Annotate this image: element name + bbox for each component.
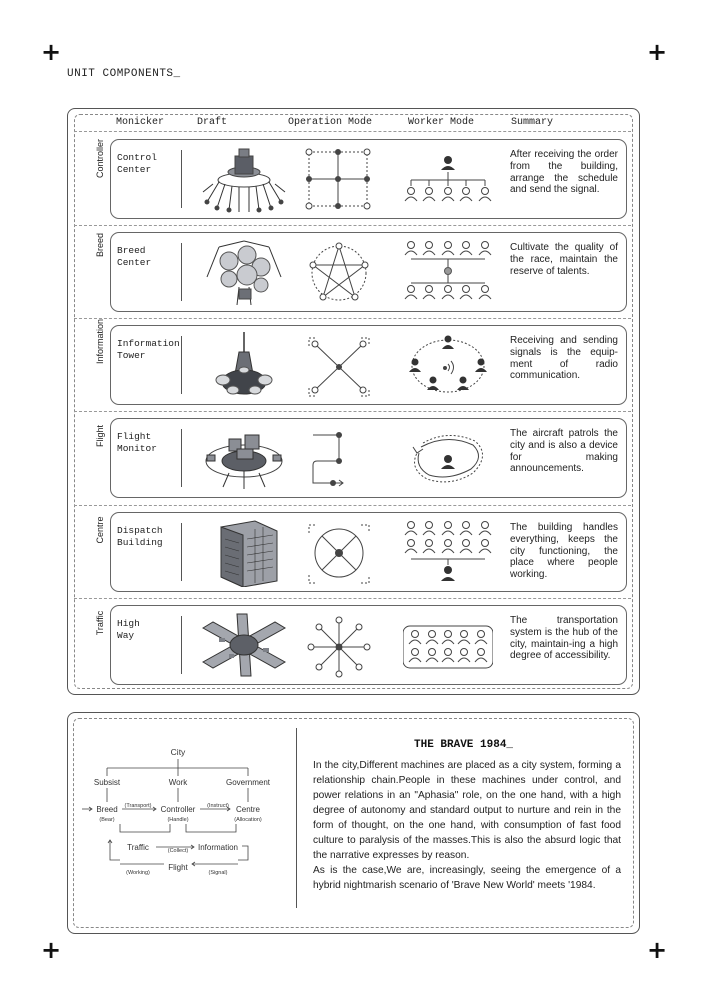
highway-drawing <box>199 610 289 680</box>
header-summary: Summary <box>511 117 554 128</box>
row-separator <box>74 505 631 506</box>
operation-mode-cross-icon <box>303 332 375 398</box>
row-separator <box>74 598 631 599</box>
table-row <box>110 139 627 219</box>
diagram-centre-sub: (Allocation) <box>234 817 262 823</box>
row-separator <box>74 411 631 412</box>
row-name: Breed Center <box>117 245 152 268</box>
row-summary: The transportation system is the hub of the city, maintain-ing a high degree of accessibility. <box>510 615 618 662</box>
breed-center-drawing <box>199 237 289 307</box>
worker-group-icon <box>403 612 493 678</box>
category-label: Traffic <box>95 610 105 636</box>
category-label: Flight <box>95 425 105 448</box>
diagram-collect: (Collect) <box>167 848 189 854</box>
dispatch-building-drawing <box>199 517 289 587</box>
diagram-controller: Controller <box>160 805 196 814</box>
flight-monitor-drawing <box>199 423 289 493</box>
brave-paragraph: In the city,Different machines are placed as a city system, forming a relationship chain.People in these machines under control, and power relations in an "Aphasia" role, on the one hand, with a high degree of autonomy and standard output to nurture and rein in the form of thought, on the one hand, with consumption of fast food culture to paralysis of the masses.This is also the absurd logic that the narrative expresses by reason. <box>313 760 621 861</box>
worker-signal-icon <box>403 332 493 398</box>
row-divider <box>181 243 182 301</box>
header-operation-mode: Operation Mode <box>288 117 373 128</box>
diagram-information: Information <box>197 843 239 852</box>
diagram-centre: Centre <box>235 805 261 814</box>
row-divider <box>181 523 182 581</box>
table-row <box>110 512 627 592</box>
diagram-signal: (Signal) <box>208 870 228 876</box>
category-label: Breed <box>95 232 105 258</box>
brave-title: THE BRAVE 1984_ <box>414 739 514 751</box>
row-summary: Cultivate the quality of the race, maintain the reserve of talents. <box>510 242 618 277</box>
diagram-subsist: Subsist <box>93 778 121 787</box>
panel-divider <box>296 728 297 908</box>
header-draft: Draft <box>197 117 228 128</box>
diagram-city: City <box>170 747 186 757</box>
row-name: Control Center <box>117 152 157 175</box>
row-separator <box>74 318 631 319</box>
row-separator <box>74 131 631 132</box>
diagram-transport: (Transport) <box>124 803 152 809</box>
page-title: UNIT COMPONENTS_ <box>67 68 181 80</box>
corner-cross-icon: + <box>41 936 62 964</box>
diagram-flight: Flight <box>168 863 188 872</box>
operation-mode-star-icon <box>303 239 375 305</box>
corner-cross-icon: + <box>41 38 62 66</box>
control-center-drawing <box>199 144 289 214</box>
diagram-traffic: Traffic <box>127 843 149 852</box>
diagram-government: Government <box>225 778 271 787</box>
row-summary: After receiving the order from the building, arrange the schedule and send the signal. <box>510 149 618 196</box>
row-divider <box>181 616 182 674</box>
table-row <box>110 325 627 405</box>
diagram-controller-sub: (Handle) <box>167 817 189 823</box>
category-label: Controller <box>95 138 105 178</box>
header-worker-mode: Worker Mode <box>408 117 475 128</box>
corner-cross-icon: + <box>647 38 668 66</box>
diagram-breed: Breed <box>96 805 118 814</box>
row-separator <box>74 225 631 226</box>
corner-cross-icon: + <box>647 936 668 964</box>
operation-mode-hub-icon <box>303 612 375 678</box>
header-monicker: Monicker <box>116 117 165 128</box>
table-row <box>110 418 627 498</box>
table-row <box>110 605 627 685</box>
row-summary: The aircraft patrols the city and is also a device for making announcements. <box>510 428 618 475</box>
operation-mode-target-icon <box>303 519 375 585</box>
brave-text <box>313 758 621 893</box>
operation-mode-path-icon <box>303 425 375 491</box>
row-summary: The building handles everything, keeps the city functioning, the place where people working. <box>510 522 618 581</box>
worker-breed-icon <box>403 239 493 305</box>
row-divider <box>181 429 182 487</box>
row-name: Information Tower <box>117 338 180 361</box>
diagram-work: Work <box>168 778 188 787</box>
information-tower-drawing <box>199 330 289 400</box>
worker-pyramid-icon <box>403 519 493 585</box>
category-label: Information <box>95 318 105 364</box>
operation-mode-grid-icon <box>303 146 375 212</box>
row-summary: Receiving and sending signals is the equip-ment of radio communication. <box>510 335 618 382</box>
row-divider <box>181 150 182 208</box>
worker-patrol-icon <box>403 425 493 491</box>
diagram-instruct: (Instruct) <box>207 803 229 809</box>
category-label: Centre <box>95 516 105 544</box>
row-divider <box>181 336 182 394</box>
row-name: High Way <box>117 618 140 641</box>
row-name: Dispatch Building <box>117 525 163 548</box>
table-row <box>110 232 627 312</box>
brave-paragraph: As is the case,We are, increasingly, seeing the emergence of a hybrid nightmarish scenario of 'Brave New World' meets '1984. <box>313 865 621 891</box>
row-name: Flight Monitor <box>117 431 157 454</box>
diagram-breed-sub: (Bear) <box>99 817 115 823</box>
worker-hierarchy-icon <box>403 146 493 212</box>
diagram-working: (Working) <box>126 870 150 876</box>
city-relationship-diagram <box>80 740 290 890</box>
